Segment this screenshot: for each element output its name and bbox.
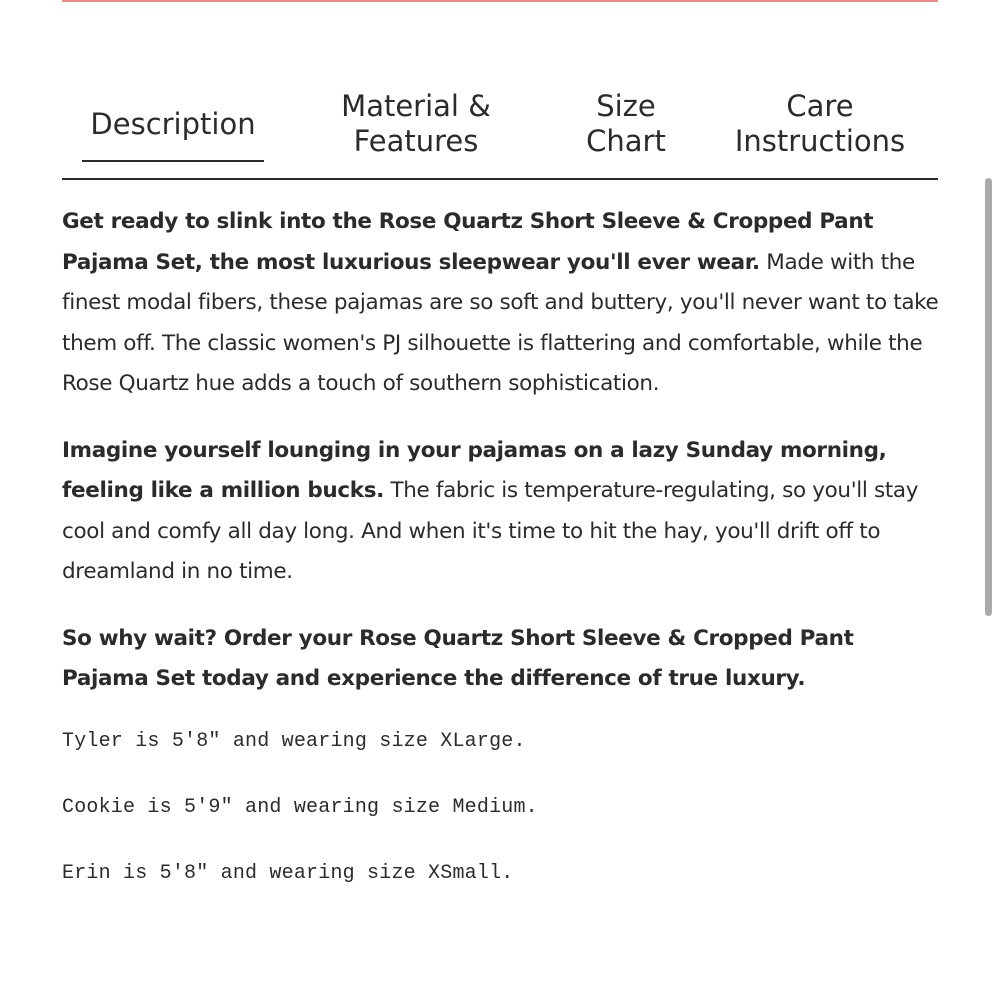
tab-care-instructions-label: Care Instructions — [734, 89, 906, 158]
top-accent-divider — [62, 0, 938, 2]
description-paragraph-2-body: The fabric is temperature-regulating, so you'll stay cool and comfy all day long. And when it's time to hit the hay, you'll drift off to dreamland in no time. — [62, 478, 919, 584]
tab-size-chart-label: Size Chart — [586, 89, 666, 158]
description-paragraph-2-lead: Imagine yourself lounging in your pajamas on a lazy Sunday morning, feeling like a million bucks. — [62, 437, 887, 503]
description-paragraph-1-body: Made with the finest modal fibers, these pajamas are so soft and buttery, you'll never want to take them off. The classic women's PJ silhouette is flattering and comfortable, while the Rose Quartz hue adds a touch of southern sophistication. — [62, 249, 939, 396]
tab-material-features[interactable] — [320, 70, 512, 178]
active-tab-underline — [82, 160, 264, 162]
model-info-tyler: Tyler is 5'8" and wearing size XLarge. — [62, 729, 526, 753]
tab-material-features-label: Material & Features — [341, 89, 491, 158]
tab-description[interactable] — [82, 70, 264, 178]
model-info-erin: Erin is 5'8" and wearing size XSmall. — [62, 861, 514, 885]
description-paragraph-1 — [62, 202, 942, 405]
tab-size-chart[interactable] — [562, 70, 690, 178]
description-paragraph-2 — [62, 431, 942, 593]
model-info-cookie: Cookie is 5'9" and wearing size Medium. — [62, 795, 538, 819]
description-paragraph-3-lead: So why wait? Order your Rose Quartz Short Sleeve & Cropped Pant Pajama Set today and experience the difference of true luxury. — [62, 625, 854, 691]
description-panel — [62, 202, 942, 926]
page-scrollbar[interactable] — [985, 178, 992, 616]
product-info-tabs — [62, 70, 938, 180]
description-paragraph-3 — [62, 619, 942, 700]
tab-care-instructions[interactable] — [720, 70, 920, 178]
tab-description-label: Description — [90, 106, 256, 141]
description-paragraph-1-lead: Get ready to slink into the Rose Quartz Short Sleeve & Cropped Pant Pajama Set, the most luxurious sleepwear you'll ever wear. — [62, 209, 874, 275]
